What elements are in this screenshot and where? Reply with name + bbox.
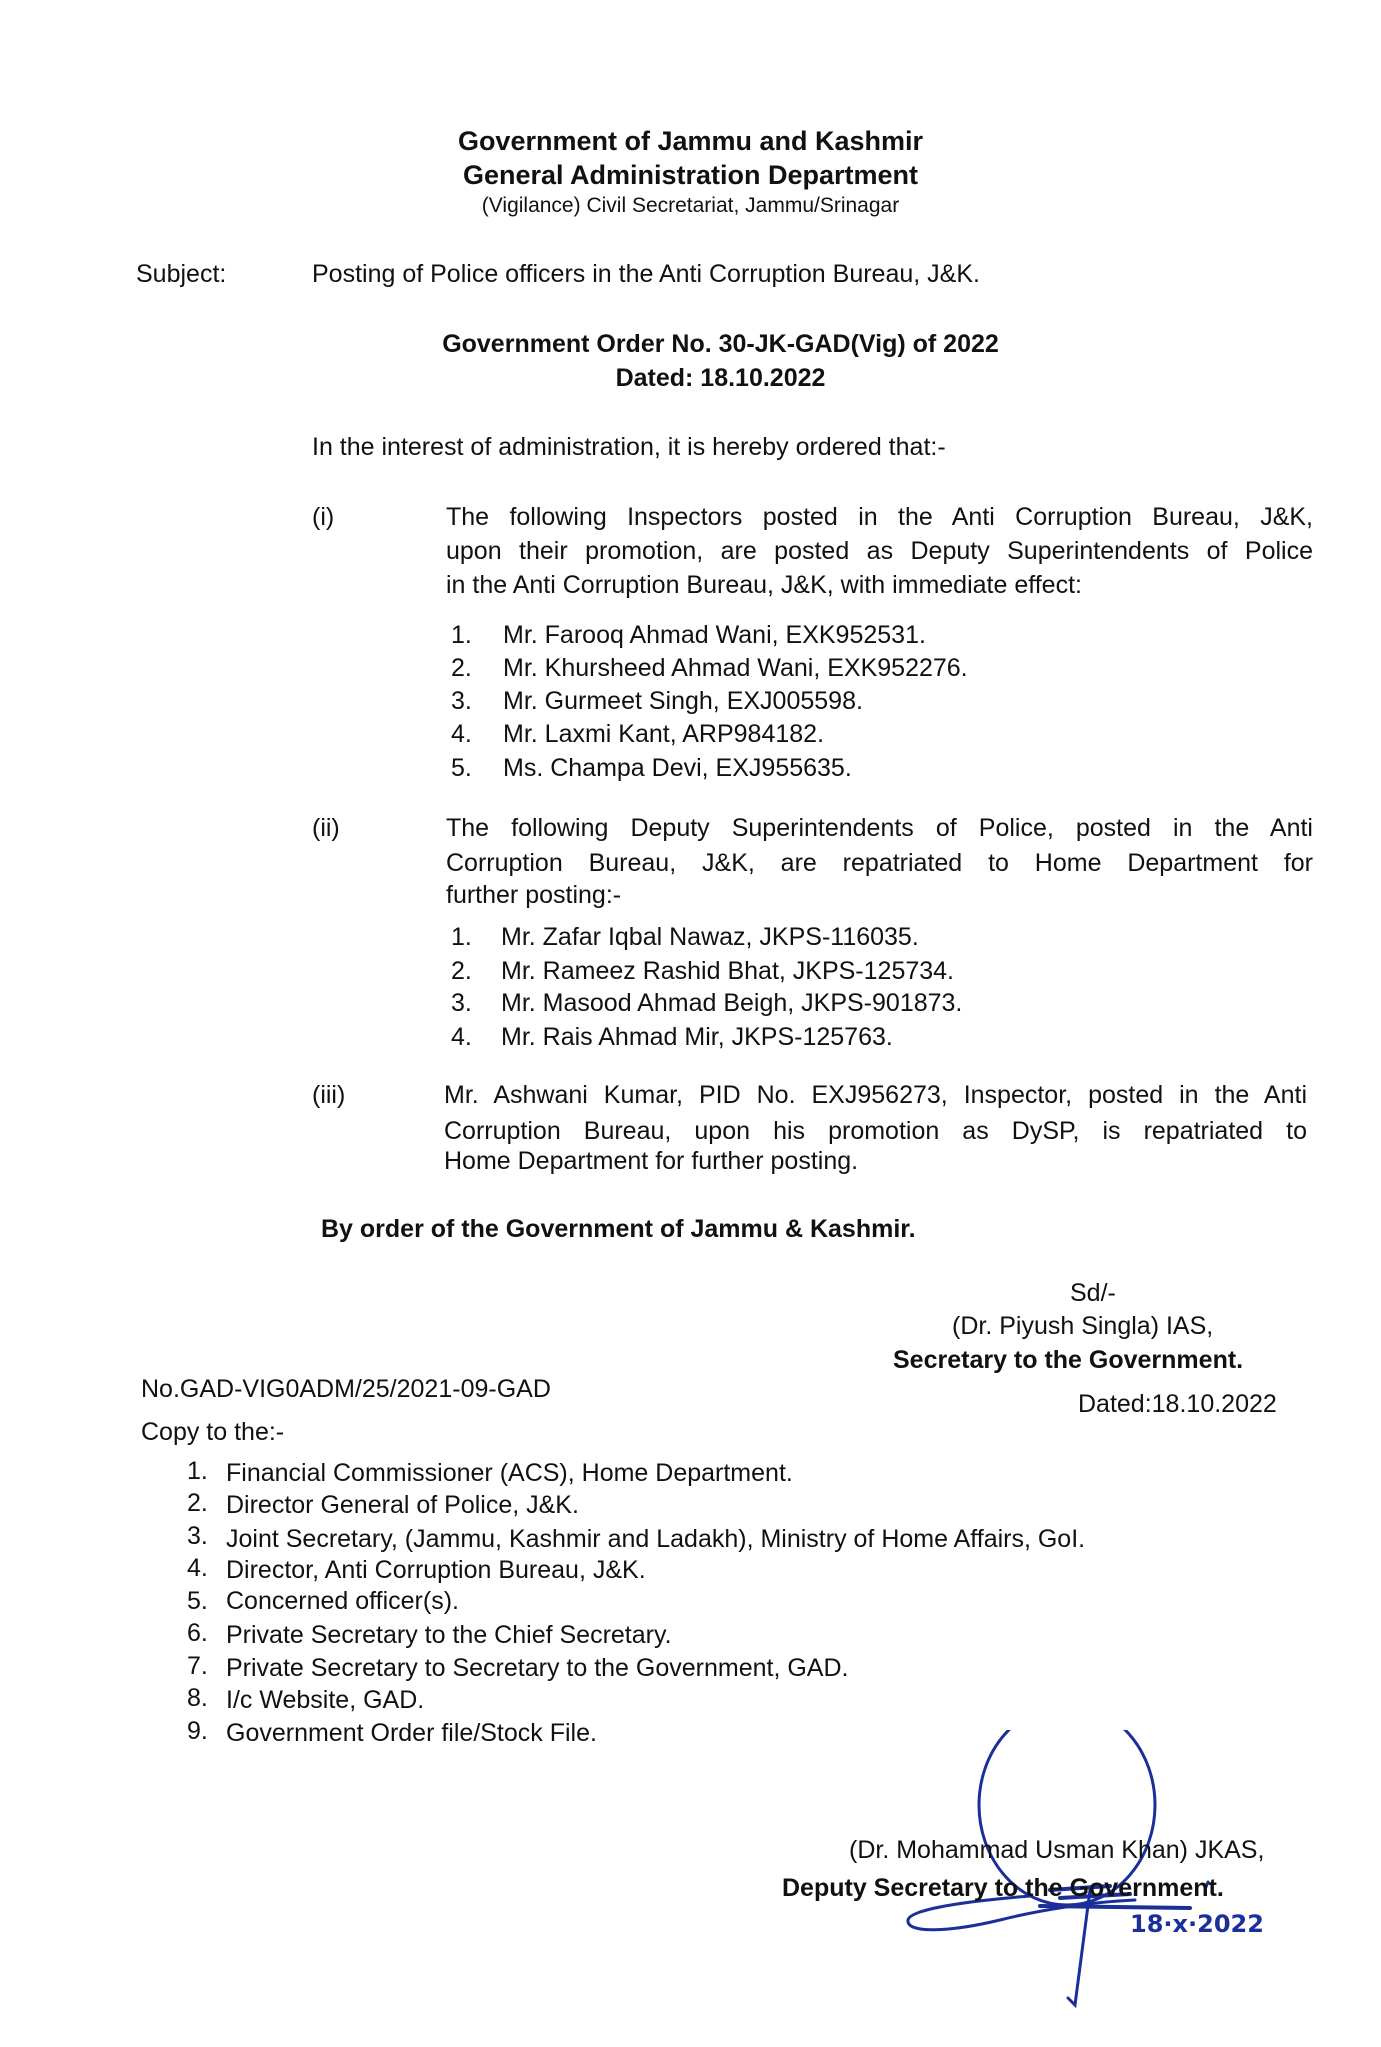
list-number: 2.	[451, 654, 472, 682]
list-item: Mr. Farooq Ahmad Wani, EXK952531.	[503, 621, 926, 649]
copy-item: I/c Website, GAD.	[226, 1686, 425, 1714]
subject-text: Posting of Police officers in the Anti Corruption Bureau, J&K.	[312, 260, 980, 288]
list-item: Mr. Rameez Rashid Bhat, JKPS-125734.	[501, 957, 955, 985]
list-number: 7.	[187, 1652, 208, 1680]
order-date: Dated: 18.10.2022	[615, 364, 826, 392]
list-number: 2.	[187, 1489, 208, 1517]
paragraph-line: The following Inspectors posted in the Anti Corruption Bureau, J&K,	[446, 503, 1313, 531]
secretary-name: (Dr. Piyush Singla) IAS,	[952, 1312, 1214, 1340]
paragraph-line: Corruption Bureau, upon his promotion as DySP, is repatriated to	[444, 1117, 1307, 1145]
copy-item: Private Secretary to the Chief Secretary.	[226, 1621, 672, 1649]
list-number: 4.	[451, 720, 472, 748]
sd-mark: Sd/-	[1070, 1279, 1116, 1307]
subject-label: Subject:	[136, 260, 227, 288]
list-number: 5.	[451, 754, 472, 782]
list-number: 6.	[187, 1619, 208, 1647]
copy-item: Concerned officer(s).	[226, 1587, 459, 1615]
list-number: 9.	[187, 1717, 208, 1745]
govt-name: Government of Jammu and Kashmir	[457, 126, 924, 156]
copy-item: Financial Commissioner (ACS), Home Department.	[226, 1459, 793, 1487]
paragraph-line: further posting:-	[446, 881, 622, 909]
list-number: 3.	[451, 687, 472, 715]
by-order-line: By order of the Government of Jammu & Kashmir.	[321, 1215, 916, 1243]
list-number: 3.	[451, 989, 472, 1017]
list-item: Mr. Laxmi Kant, ARP984182.	[503, 720, 825, 748]
reference-number: No.GAD-VIG0ADM/25/2021-09-GAD	[141, 1375, 551, 1403]
list-number: 5.	[187, 1587, 208, 1615]
office-address: (Vigilance) Civil Secretariat, Jammu/Srinagar	[481, 194, 900, 217]
list-item: Ms. Champa Devi, EXJ955635.	[503, 754, 852, 782]
list-number: 2.	[451, 957, 472, 985]
list-item: Mr. Rais Ahmad Mir, JKPS-125763.	[501, 1023, 893, 1051]
copy-item: Joint Secretary, (Jammu, Kashmir and Ladakh), Ministry of Home Affairs, GoI.	[226, 1525, 1086, 1553]
list-number: 4.	[451, 1023, 472, 1051]
paragraph-line: The following Deputy Superintendents of Police, posted in the Anti	[446, 814, 1313, 842]
paragraph-line: upon their promotion, are posted as Deputy Superintendents of Police	[446, 537, 1313, 565]
list-number: 8.	[187, 1684, 208, 1712]
list-item: Mr. Masood Ahmad Beigh, JKPS-901873.	[501, 989, 963, 1017]
paragraph-line: in the Anti Corruption Bureau, J&K, with immediate effect:	[446, 571, 1082, 599]
section-number: (iii)	[312, 1081, 346, 1109]
list-number: 1.	[451, 923, 472, 951]
list-number: 1.	[451, 621, 472, 649]
list-item: Mr. Zafar Iqbal Nawaz, JKPS-116035.	[501, 923, 919, 951]
deputy-name: (Dr. Mohammad Usman Khan) JKAS,	[849, 1836, 1265, 1864]
list-number: 4.	[187, 1554, 208, 1582]
handwritten-date: 18·x·2022	[1130, 1910, 1264, 1938]
section-number: (i)	[312, 503, 335, 531]
list-item: Mr. Gurmeet Singh, EXJ005598.	[503, 687, 863, 715]
paragraph-line: Home Department for further posting.	[444, 1147, 859, 1175]
deputy-title: Deputy Secretary to the Government.	[782, 1874, 1224, 1902]
list-item: Mr. Khursheed Ahmad Wani, EXK952276.	[503, 654, 968, 682]
list-number: 1.	[187, 1457, 208, 1485]
list-number: 3.	[187, 1522, 208, 1550]
section-number: (ii)	[312, 814, 340, 842]
intro-text: In the interest of administration, it is hereby ordered that:-	[312, 433, 946, 461]
copy-item: Director, Anti Corruption Bureau, J&K.	[226, 1556, 646, 1584]
copy-to-label: Copy to the:-	[141, 1418, 285, 1446]
paragraph-line: Mr. Ashwani Kumar, PID No. EXJ956273, Inspector, posted in the Anti	[444, 1081, 1307, 1109]
secretary-title: Secretary to the Government.	[893, 1346, 1244, 1374]
department-name: General Administration Department	[462, 160, 919, 190]
paragraph-line: Corruption Bureau, J&K, are repatriated to Home Department for	[446, 849, 1313, 877]
copy-item: Director General of Police, J&K.	[226, 1491, 579, 1519]
copy-item: Private Secretary to Secretary to the Government, GAD.	[226, 1654, 849, 1682]
order-number: Government Order No. 30-JK-GAD(Vig) of 2022	[442, 330, 999, 358]
copy-item: Government Order file/Stock File.	[226, 1719, 597, 1747]
reference-date: Dated:18.10.2022	[1078, 1390, 1277, 1418]
